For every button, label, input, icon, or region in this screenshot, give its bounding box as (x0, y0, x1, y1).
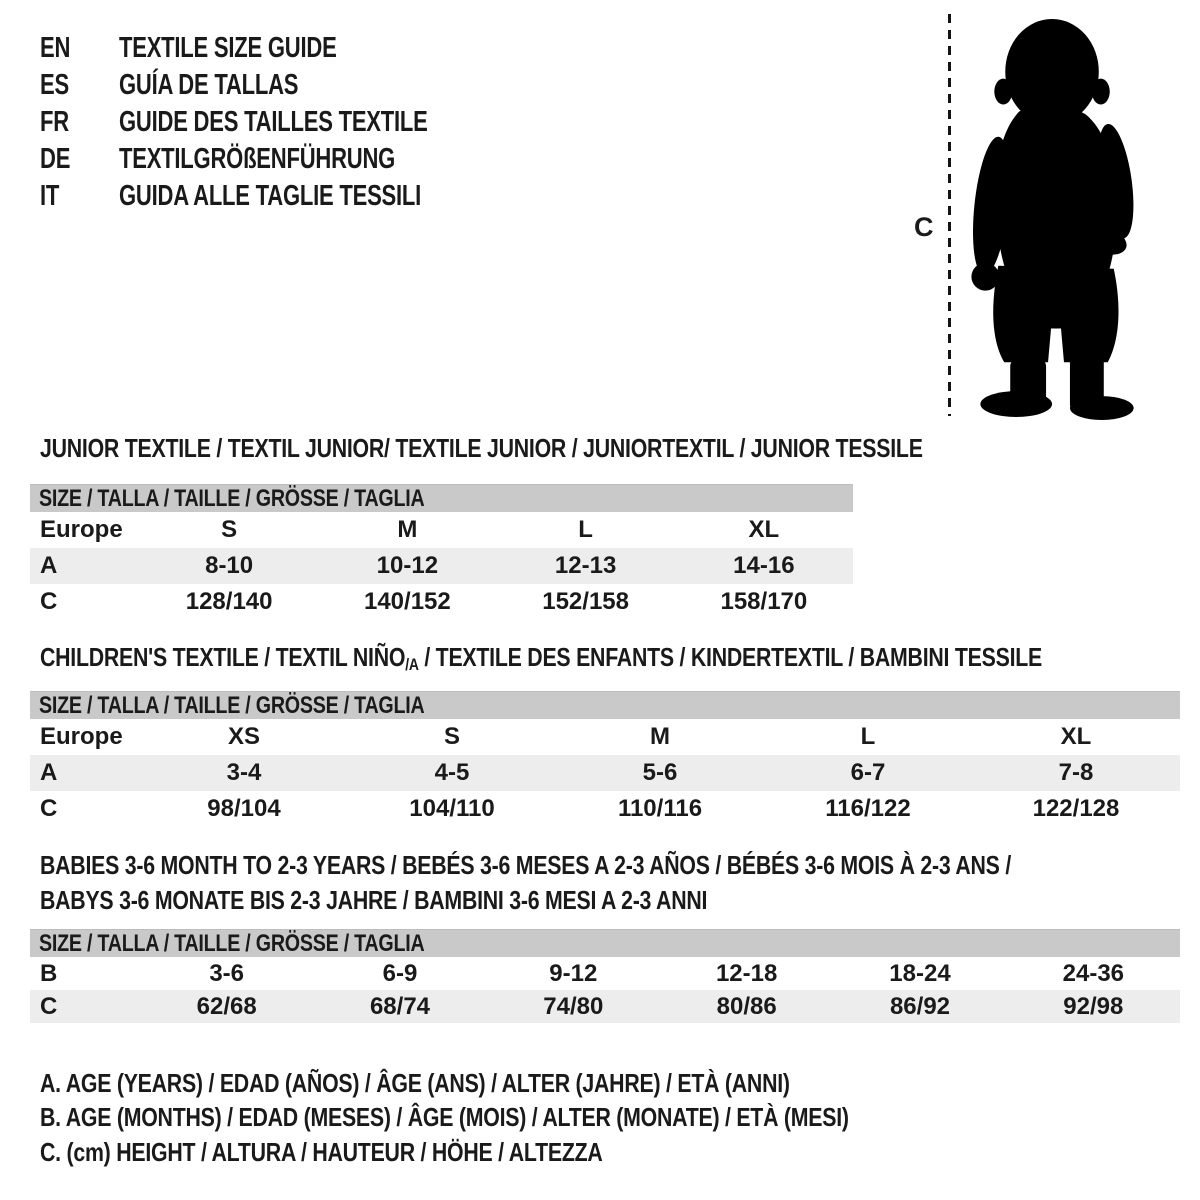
junior-row-europe (30, 512, 853, 548)
size-value: S (443, 723, 460, 750)
children-row-height (30, 791, 1180, 827)
months-value: 6-9 (382, 959, 418, 987)
size-value: XL (748, 516, 780, 543)
age-value: 4-5 (434, 759, 470, 786)
nino-a-subscript: /A (405, 655, 419, 674)
lang-row-it (40, 178, 525, 215)
size-value: S (221, 516, 238, 543)
measure-legend (40, 1066, 1026, 1170)
lang-title: GUÍA DE TALLAS (119, 69, 299, 101)
lang-row-es (40, 67, 525, 104)
measure-c-label: C (914, 212, 934, 242)
row-label: Europe (40, 516, 123, 543)
lang-title: GUIDA ALLE TAGLIE TESSILI (119, 180, 422, 212)
lang-code: EN (40, 32, 71, 64)
row-label: A (40, 552, 58, 579)
lang-code: DE (40, 143, 71, 175)
lang-code: IT (40, 180, 60, 212)
age-value: 7-8 (1058, 759, 1094, 786)
row-label: C (40, 588, 58, 615)
height-value: 128/140 (185, 588, 273, 615)
height-value: 98/104 (207, 795, 281, 822)
months-value: 24-36 (1062, 959, 1125, 987)
legend-line-b: B. AGE (MONTHS) / EDAD (MESES) / ÂGE (MOIS) / ALTER (MONATE) / ETÀ (MESI) (40, 1102, 849, 1133)
age-value: 14-16 (733, 552, 795, 579)
age-value: 3-4 (226, 759, 262, 786)
babies-section-title: BABIES 3-6 MONTH TO 2-3 YEARS / BEBÉS 3-6 MESES A 2-3 AÑOS / BÉBÉS 3-6 MOIS À 2-3 ANS / BABYS 3-6 MONATE BIS 2-3 JAHRE / BAMBINI 3-6 MESI A 2-3 ANNI (40, 850, 1012, 915)
babies-row-height (30, 990, 1180, 1023)
size-value: XL (1060, 723, 1092, 750)
babies-table (30, 957, 1180, 1023)
age-value: 6-7 (850, 759, 886, 786)
children-row-europe (30, 719, 1180, 755)
children-row-age (30, 755, 1180, 791)
size-value: XS (227, 723, 260, 750)
lang-title: TEXTILE SIZE GUIDE (119, 32, 337, 64)
height-value: 122/128 (1032, 795, 1120, 822)
age-value: 8-10 (205, 552, 254, 579)
row-label: A (40, 759, 58, 786)
babies-row-months (30, 957, 1180, 990)
lang-row-fr (40, 104, 525, 141)
lang-row-en (40, 30, 525, 67)
row-label: Europe (40, 723, 123, 750)
age-value: 5-6 (642, 759, 678, 786)
lang-title: TEXTILGRÖßENFÜHRUNG (119, 143, 396, 175)
height-measure-dashed-line (948, 14, 951, 416)
size-value: L (860, 723, 876, 750)
months-value: 3-6 (209, 959, 244, 987)
language-title-list (40, 30, 525, 215)
height-value: 158/170 (720, 588, 808, 615)
babies-size-header: SIZE / TALLA / TAILLE / GRÖSSE / TAGLIA (30, 929, 1180, 957)
legend-line-a: A. AGE (YEARS) / EDAD (AÑOS) / ÂGE (ANS) / ALTER (JAHRE) / ETÀ (ANNI) (40, 1067, 790, 1098)
size-value: M (397, 516, 418, 543)
months-value: 18-24 (889, 959, 951, 987)
junior-row-age (30, 548, 853, 584)
row-label: C (40, 992, 58, 1020)
height-value: 152/158 (542, 588, 629, 615)
height-value: 110/116 (617, 795, 703, 822)
height-value: 74/80 (543, 992, 604, 1020)
height-value: 86/92 (889, 992, 951, 1020)
lang-code: ES (40, 69, 69, 101)
junior-section-title: JUNIOR TEXTILE / TEXTIL JUNIOR/ TEXTILE JUNIOR / JUNIORTEXTIL / JUNIOR TESSILE (40, 433, 923, 463)
height-value: 104/110 (409, 795, 495, 822)
row-label: C (40, 795, 58, 822)
lang-row-de (40, 141, 525, 178)
height-value: 80/86 (716, 992, 777, 1020)
height-value: 68/74 (369, 992, 431, 1020)
junior-row-height (30, 584, 853, 620)
children-table (30, 719, 1180, 827)
children-size-header: SIZE / TALLA / TAILLE / GRÖSSE / TAGLIA (30, 691, 1180, 719)
toddler-silhouette (963, 12, 1155, 420)
height-value: 92/98 (1063, 992, 1124, 1020)
lang-title: GUIDE DES TAILLES TEXTILE (119, 106, 428, 138)
size-value: L (578, 516, 593, 543)
lang-code: FR (40, 106, 69, 138)
legend-line-c: C. (cm) HEIGHT / ALTURA / HAUTEUR / HÖHE / ALTEZZA (40, 1136, 603, 1167)
row-label: B (40, 959, 58, 987)
height-value: 116/122 (825, 795, 911, 822)
height-value: 140/152 (363, 588, 451, 615)
children-section-title: CHILDREN'S TEXTILE / TEXTIL NIÑO/A / TEXTILE DES ENFANTS / KINDERTEXTIL / BAMBINI TESSILE (40, 642, 1043, 674)
height-value: 62/68 (196, 992, 257, 1020)
age-value: 10-12 (376, 552, 439, 579)
months-value: 9-12 (549, 959, 598, 987)
months-value: 12-18 (715, 959, 778, 987)
junior-size-header: SIZE / TALLA / TAILLE / GRÖSSE / TAGLIA (30, 484, 853, 512)
age-value: 12-13 (554, 552, 617, 579)
size-value: M (650, 723, 670, 750)
junior-table (30, 512, 853, 620)
